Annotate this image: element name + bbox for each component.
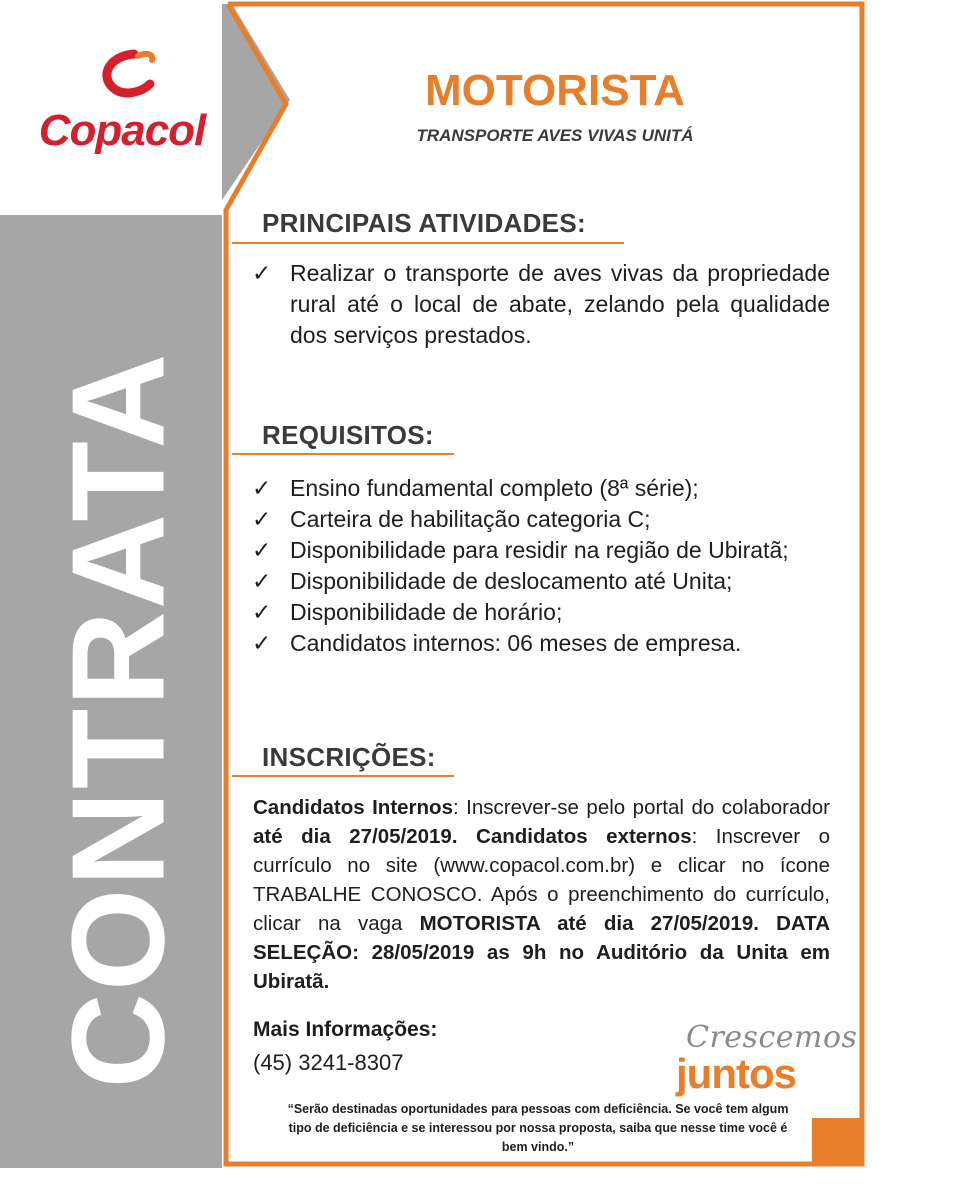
requirement-text: Ensino fundamental completo (8ª série);	[290, 475, 699, 501]
requirement-text: Disponibilidade para residir na região de Ubiratã;	[290, 537, 789, 563]
copacol-logo	[22, 44, 222, 164]
list-item	[252, 504, 830, 535]
internal-label: Candidatos Internos	[253, 796, 453, 819]
inscriptions-heading: INSCRIÇÕES:	[262, 742, 436, 772]
list-item	[252, 258, 830, 351]
requirement-text: Disponibilidade de horário;	[290, 599, 563, 625]
slogan-script: Crescemos	[686, 1020, 858, 1055]
phone-number: (45) 3241-8307	[253, 1050, 404, 1075]
activities-list	[252, 258, 830, 351]
external-text: : Inscrever o currículo no site (www.copacol.com.br) e clicar no ícone TRABALHE CONOSCO. Após o preenchimento do currículo, clicar na vaga	[253, 825, 830, 935]
requirement-text: Carteira de habilitação categoria C;	[290, 506, 651, 532]
requirement-text: Disponibilidade de deslocamento até Unita;	[290, 568, 733, 594]
selection-info: . DATA SELEÇÃO: 28/05/2019 as 9h no Auditório da Unita em Ubiratã.	[253, 912, 830, 993]
job-title: MOTORISTA	[425, 66, 685, 115]
check-icon: ✓	[252, 599, 272, 625]
job-subtitle: TRANSPORTE AVES VIVAS UNITÁ	[416, 126, 694, 145]
list-item	[252, 628, 830, 659]
internal-deadline: até dia 27/05/2019	[253, 825, 452, 848]
inscriptions-rule	[232, 775, 454, 777]
list-item	[252, 566, 830, 597]
vacancy-deadline: MOTORISTA até dia 27/05/2019	[419, 912, 754, 935]
contrata-banner: CONTRATA	[44, 351, 192, 1089]
check-icon: ✓	[252, 260, 272, 286]
external-label: . Candidatos externos	[451, 825, 692, 848]
internal-text: : Inscrever-se pelo portal do colaborador	[452, 796, 831, 819]
activity-text: Realizar o transporte de aves vivas da propriedade rural até o local de abate, zelando pela qualidade dos serviços prestados.	[290, 260, 830, 348]
crescemos-juntos-logo	[672, 1020, 858, 1100]
check-icon: ✓	[252, 630, 272, 656]
check-icon: ✓	[252, 568, 272, 594]
requirements-heading: REQUISITOS:	[262, 420, 434, 450]
list-item	[252, 597, 830, 628]
corner-accent	[812, 1118, 862, 1164]
check-icon: ✓	[252, 506, 272, 532]
more-info-label: Mais Informações:	[253, 1018, 438, 1041]
requirements-list	[252, 473, 830, 659]
check-icon: ✓	[252, 475, 272, 501]
activities-rule	[232, 242, 624, 244]
slogan-bold: juntos	[676, 1050, 796, 1097]
inscriptions-text	[253, 793, 830, 996]
requirement-text: Candidatos internos: 06 meses de empresa.	[290, 630, 742, 656]
activities-heading: PRINCIPAIS ATIVIDADES:	[262, 208, 586, 238]
list-item	[252, 473, 830, 504]
check-icon: ✓	[252, 537, 272, 563]
copacol-swoosh-icon	[22, 44, 222, 108]
requirements-rule	[232, 453, 454, 455]
list-item	[252, 535, 830, 566]
inclusion-disclaimer: “Serão destinadas oportunidades para pessoas com deficiência. Se você tem algum tipo de deficiência e se interessou por nossa proposta, saiba que nesse time você é bem vindo.”	[287, 1102, 789, 1154]
logo-wordmark: Copacol	[38, 106, 206, 155]
